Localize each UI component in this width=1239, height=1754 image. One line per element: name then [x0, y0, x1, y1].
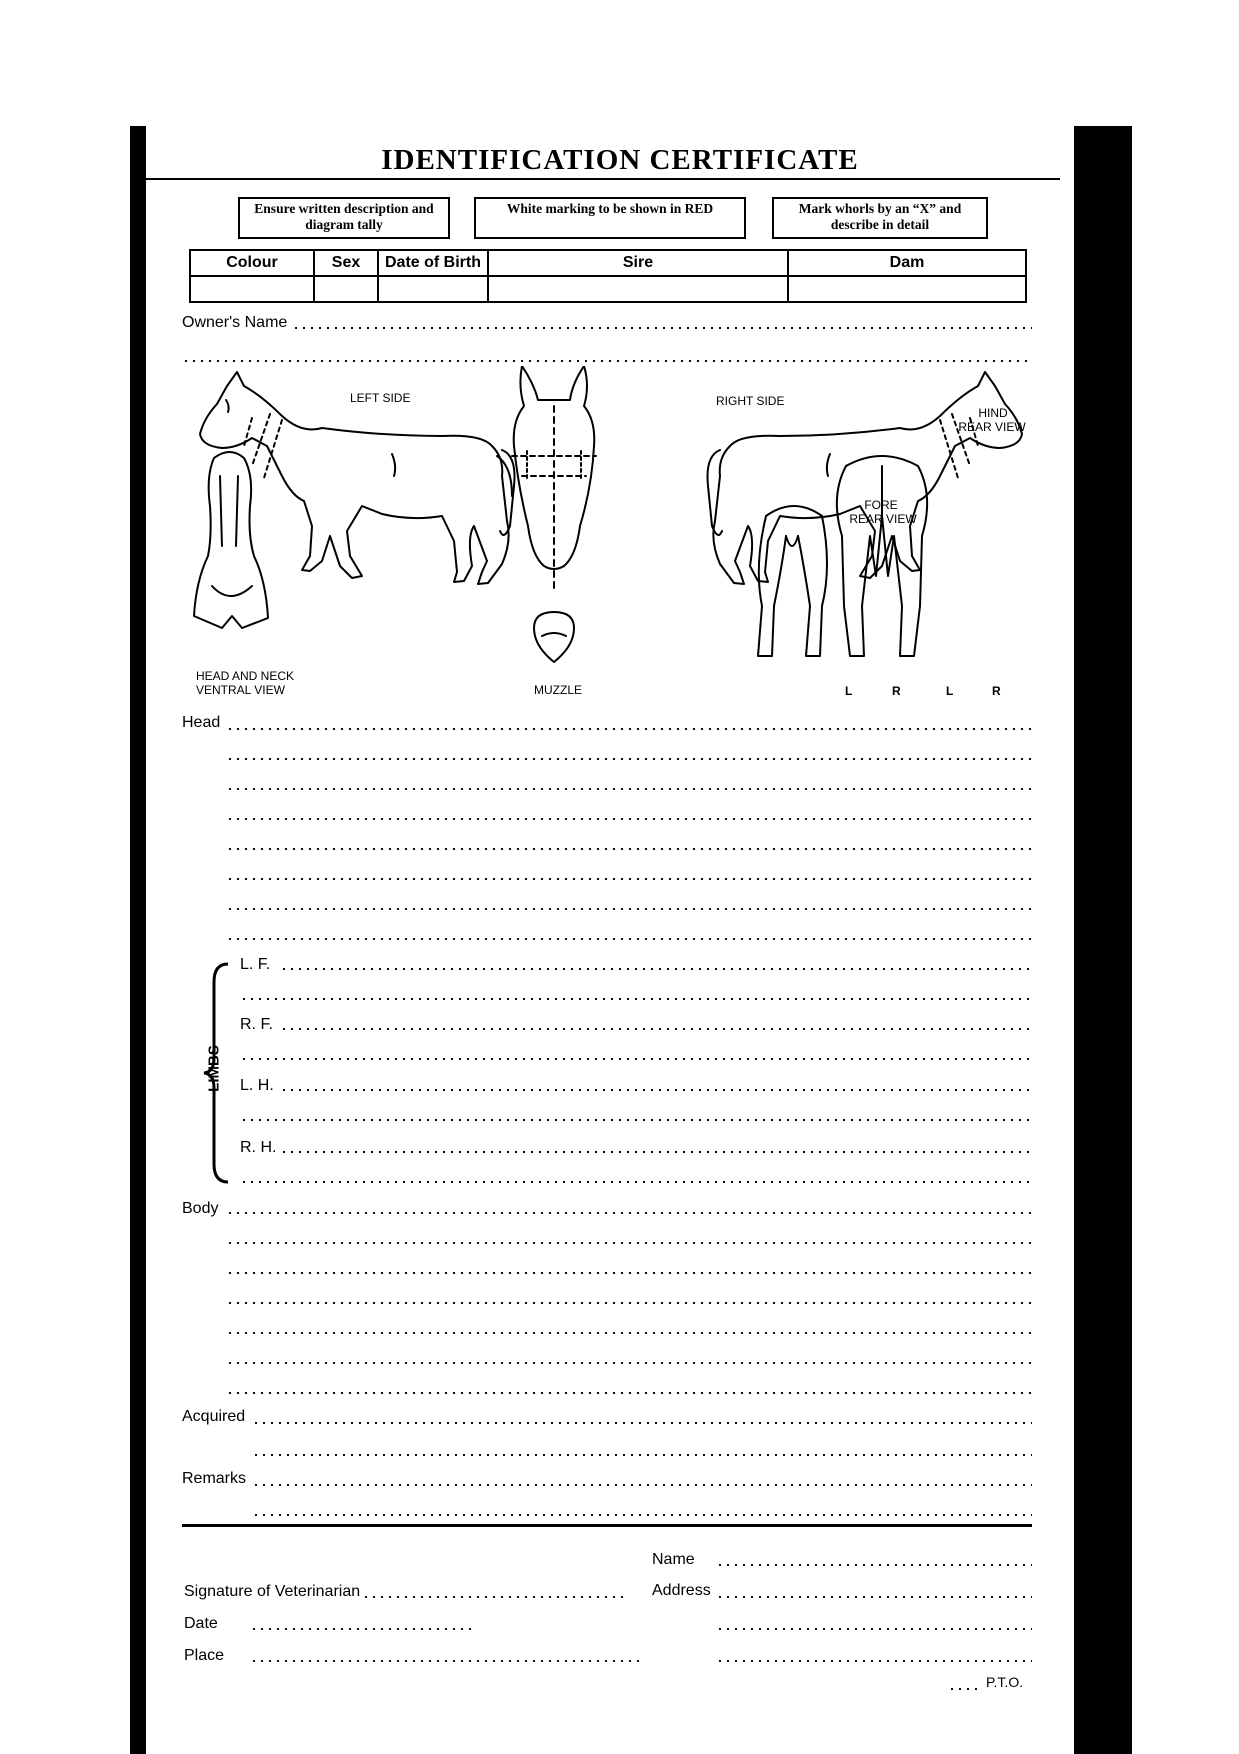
lh-line-1[interactable]: [280, 1089, 1032, 1091]
note-white-marking: White marking to be shown in RED: [474, 197, 746, 239]
header-dam: Dam: [788, 250, 1026, 276]
signature-label: Signature of Veterinarian: [184, 1583, 361, 1600]
horse-markings-diagram[interactable]: [182, 366, 1040, 666]
body-line-6[interactable]: [226, 1362, 1032, 1364]
hind-rear-label-1: HIND: [978, 406, 1008, 420]
limbs-label: LIMBS: [205, 1045, 223, 1092]
acquired-line-2[interactable]: [252, 1454, 1032, 1456]
hind-rear-label-2: REAR VIEW: [958, 420, 1026, 434]
owner-line-2[interactable]: [182, 360, 1032, 362]
fore-left-label: L: [845, 684, 853, 698]
cell-dam[interactable]: [788, 276, 1026, 302]
date-line[interactable]: [250, 1628, 476, 1630]
remarks-line-1[interactable]: [252, 1484, 1032, 1486]
body-label: Body: [182, 1200, 219, 1217]
rh-line-1[interactable]: [280, 1151, 1032, 1153]
pto-label: P.T.O.: [986, 1674, 1024, 1690]
cell-date-of-birth[interactable]: [378, 276, 488, 302]
rf-line-1[interactable]: [280, 1028, 1032, 1030]
remarks-label: Remarks: [182, 1470, 247, 1487]
address-label: Address: [652, 1582, 711, 1599]
rf-label: R. F.: [240, 1016, 273, 1033]
head-line-5[interactable]: [226, 848, 1032, 850]
lh-label: L. H.: [240, 1077, 274, 1094]
header-colour: Colour: [190, 250, 314, 276]
left-side-label: LEFT SIDE: [350, 391, 411, 405]
address-line-3[interactable]: [716, 1660, 1032, 1662]
muzzle-drawing: [534, 612, 574, 662]
right-side-label: RIGHT SIDE: [716, 394, 785, 408]
cell-sire[interactable]: [488, 276, 788, 302]
place-line[interactable]: [250, 1660, 644, 1662]
place-label: Place: [184, 1647, 225, 1664]
head-neck-ventral-drawing: [194, 452, 268, 628]
remarks-line-2[interactable]: [252, 1514, 1032, 1516]
hind-rear-view-drawing: [837, 456, 927, 656]
lf-line-1[interactable]: [280, 968, 1032, 970]
pto-leader: [948, 1688, 982, 1690]
body-line-1[interactable]: [226, 1212, 1032, 1214]
scan-border-right: [1074, 126, 1132, 1754]
body-line-4[interactable]: [226, 1302, 1032, 1304]
lf-line-2[interactable]: [240, 998, 1032, 1000]
title-rule: [143, 178, 1060, 180]
signature-line[interactable]: [362, 1596, 624, 1598]
name-line[interactable]: [716, 1564, 1032, 1566]
left-side-horse-drawing: [200, 372, 515, 584]
head-line-3[interactable]: [226, 788, 1032, 790]
body-line-2[interactable]: [226, 1242, 1032, 1244]
lf-label: L. F.: [240, 956, 271, 973]
head-line-7[interactable]: [226, 908, 1032, 910]
hind-left-label: L: [946, 684, 954, 698]
head-label: Head: [182, 714, 221, 731]
header-sex: Sex: [314, 250, 378, 276]
head-line-6[interactable]: [226, 878, 1032, 880]
head-line-1[interactable]: [226, 728, 1032, 730]
address-line-2[interactable]: [716, 1628, 1032, 1630]
head-neck-label-1: HEAD AND NECK: [196, 669, 295, 683]
note-description-tally: Ensure written description and diagram tally: [238, 197, 450, 239]
rh-label: R. H.: [240, 1139, 277, 1156]
rf-line-2[interactable]: [240, 1058, 1032, 1060]
body-line-5[interactable]: [226, 1332, 1032, 1334]
page-title: IDENTIFICATION CERTIFICATE: [381, 144, 859, 176]
owner-label: Owner's Name: [182, 314, 288, 331]
cell-sex[interactable]: [314, 276, 378, 302]
address-line-1[interactable]: [716, 1596, 1032, 1598]
head-front-drawing: [512, 366, 596, 591]
header-date-of-birth: Date of Birth: [378, 250, 488, 276]
acquired-line-1[interactable]: [252, 1422, 1032, 1424]
note-whorls: Mark whorls by an “X” and describe in detail: [772, 197, 988, 239]
head-line-2[interactable]: [226, 758, 1032, 760]
lh-line-2[interactable]: [240, 1119, 1032, 1121]
head-line-8[interactable]: [226, 938, 1032, 940]
fore-rear-label-2: REAR VIEW: [849, 512, 917, 526]
fore-right-label: R: [892, 684, 901, 698]
body-line-3[interactable]: [226, 1272, 1032, 1274]
body-line-7[interactable]: [226, 1392, 1032, 1394]
fore-rear-label-1: FORE: [864, 498, 898, 512]
header-sire: Sire: [488, 250, 788, 276]
rh-line-2[interactable]: [240, 1181, 1032, 1183]
date-label: Date: [184, 1615, 218, 1632]
owner-line-1[interactable]: [292, 327, 1032, 329]
registration-table: [189, 249, 1027, 303]
hind-right-label: R: [992, 684, 1001, 698]
footer-rule: [182, 1524, 1032, 1527]
head-neck-label-2: VENTRAL VIEW: [196, 683, 285, 697]
name-label: Name: [652, 1551, 695, 1568]
scan-border-left: [130, 126, 146, 1754]
acquired-label: Acquired: [182, 1408, 246, 1425]
right-side-horse-drawing: [708, 372, 1023, 584]
cell-colour[interactable]: [190, 276, 314, 302]
muzzle-label: MUZZLE: [534, 683, 582, 697]
head-line-4[interactable]: [226, 818, 1032, 820]
